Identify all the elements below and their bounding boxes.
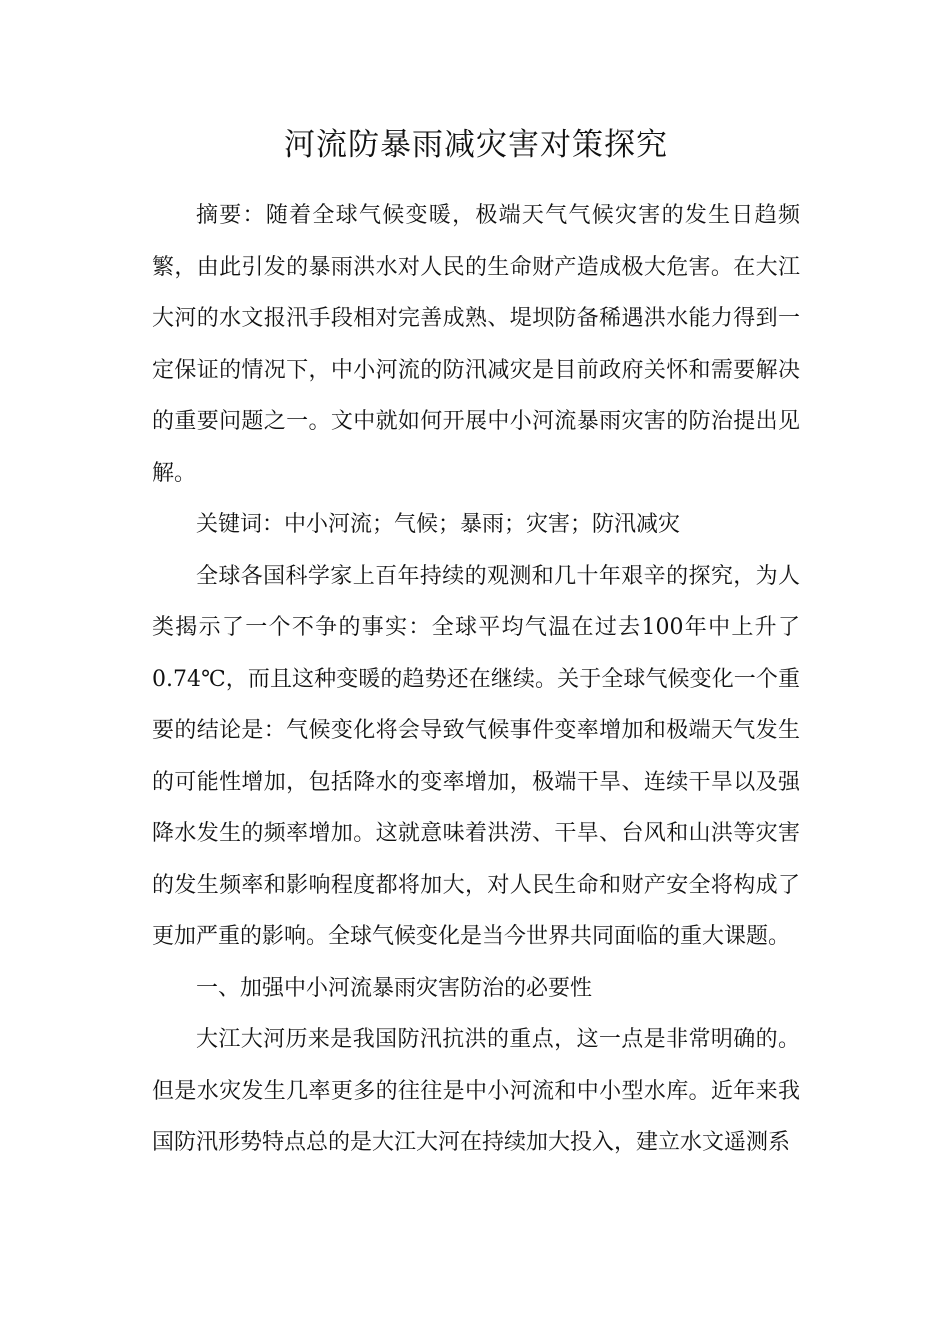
abstract-paragraph: 摘要：随着全球气候变暖，极端天气气候灾害的发生日趋频繁，由此引发的暴雨洪水对人民的生命财产造成极大危害。在大江大河的水文报汛手段相对完善成熟、堤坝防备稀遇洪水能力得到一定保证的情况下，中小河流的防汛减灾是目前政府关怀和需要解决的重要问题之一。文中就如何开展中小河流暴雨灾害的防治提出见解。 — [152, 203, 800, 486]
body-paragraph: 大江大河历来是我国防汛抗洪的重点，这一点是非常明确的。但是水灾发生几率更多的往往是中小河流和中小型水库。近年来我国防汛形势特点总的是大江大河在持续加大投入，建立水文遥测系 — [152, 1027, 800, 1155]
body-paragraph: 全球各国科学家上百年持续的观测和几十年艰辛的探究，为人类揭示了一个不争的事实：全球平均气温在过去100年中上升了0.74℃，而且这种变暖的趋势还在继续。关于全球气候变化一个重要的结论是：气候变化将会导致气候事件变率增加和极端天气发生的可能性增加，包括降水的变率增加，极端干旱、连续干旱以及强降水发生的频率增加。这就意味着洪涝、干旱、台风和山洪等灾害的发生频率和影响程度都将加大，对人民生命和财产安全将构成了更加严重的影响。全球气候变化是当今世界共同面临的重大课题。 — [152, 563, 800, 949]
document-body — [152, 190, 800, 1169]
document-title: 河流防暴雨减灾害对策探究 — [284, 127, 668, 163]
section-heading: 一、加强中小河流暴雨灾害防治的必要性 — [196, 975, 593, 1001]
keywords-line: 关键词：中小河流；气候；暴雨；灾害；防汛减灾 — [196, 512, 681, 537]
